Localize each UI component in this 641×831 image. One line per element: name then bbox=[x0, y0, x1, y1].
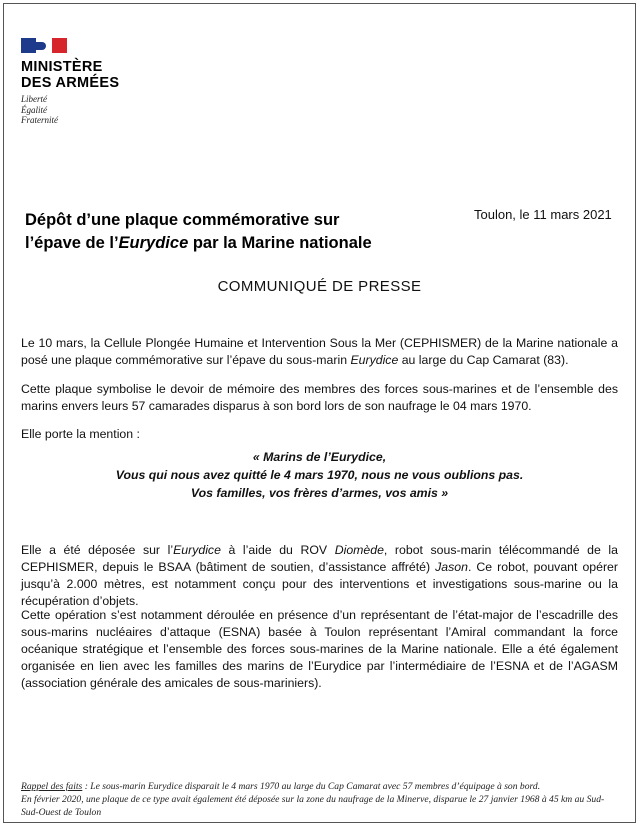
paragraph-4-c: , robot sous-marin télécommandé de la CEPHISMER, depuis le BSAA (bâtiment de soutien, d’assistance affrété) bbox=[21, 543, 618, 574]
paragraph-3-text: Elle porte la mention : bbox=[21, 427, 140, 441]
inscription-line-1: « Marins de l’Eurydice, bbox=[252, 450, 387, 464]
republic-motto bbox=[21, 94, 119, 126]
paragraph-4-a: Elle a été déposée sur l’ bbox=[21, 543, 174, 557]
french-flag-icon bbox=[21, 38, 67, 53]
paragraph-4-vessel: Jason bbox=[435, 560, 468, 574]
footnote-line-2: En février 2020, une plaque de ce type avait également été déposée sur la zone du naufrage de la Minerve, disparue le 27 janvier 1968 à 45 km au Sud-Sud-Ouest de Toulon bbox=[21, 794, 605, 818]
paragraph-5 bbox=[21, 607, 618, 692]
communique-heading: COMMUNIQUÉ DE PRESSE bbox=[217, 278, 422, 295]
title-line-2-prefix: l’épave de l’ bbox=[25, 234, 119, 252]
paragraph-2 bbox=[21, 381, 618, 415]
title-ship-name: Eurydice bbox=[118, 234, 189, 252]
paragraph-4 bbox=[21, 542, 618, 610]
inscription-line-2: Vous qui nous avez quitté le 4 mars 1970, nous ne vous oublions pas. bbox=[115, 468, 524, 482]
paragraph-2-text: Cette plaque symbolise le devoir de mémoire des membres des forces sous-marines et de l’ensemble des marins envers leurs 57 camarades disparus à son bord lors de son naufrage le 04 mars 1970. bbox=[21, 382, 618, 413]
motto-egalite: Égalité bbox=[21, 104, 47, 115]
title-line-2 bbox=[25, 232, 425, 255]
paragraph-3 bbox=[21, 426, 618, 443]
paragraph-4-rov: Diomède bbox=[334, 543, 384, 557]
page-title bbox=[25, 209, 425, 255]
motto-liberte: Liberté bbox=[21, 94, 47, 104]
ministry-line-2: DES ARMÉES bbox=[21, 75, 120, 91]
inscription-line-3: Vos familles, vos frères d’armes, vos amis » bbox=[190, 486, 449, 500]
motto-fraternite: Fraternité bbox=[21, 115, 58, 125]
plaque-inscription bbox=[4, 448, 635, 502]
title-line-1: Dépôt d’une plaque commémorative sur bbox=[25, 211, 340, 229]
paragraph-5-text: Cette opération s’est notamment déroulée en présence d’un représentant de l’état-major de l’escadrille des sous-marins nucléaires d’attaque (ESNA) basée à Toulon représentant l’Amiral commandant la force océanique stratégique et l’ensemble des forces sous-marines de la Marine nationale. Elle a été également organisée en lien avec les familles des marins de l’Eurydice par l’intermédiaire de l’ESNA et de l’AGASM (association générale des amicales de sous-mariniers). bbox=[21, 608, 618, 690]
paragraph-4-ship: Eurydice bbox=[173, 543, 221, 557]
footnote-line-1 bbox=[21, 780, 621, 793]
ministry-logo bbox=[21, 38, 119, 126]
title-line-2-suffix: par la Marine nationale bbox=[188, 234, 372, 252]
paragraph-1-a: Le 10 mars, la Cellule Plongée Humaine et Intervention Sous la Mer (CEPHISMER) de la Marine nationale a posé une plaque commémorative sur l’épave du sous-marin bbox=[21, 336, 618, 367]
paragraph-1 bbox=[21, 335, 618, 369]
paragraph-4-b: à l’aide du ROV bbox=[220, 543, 335, 557]
ministry-line-1: MINISTÈRE bbox=[21, 59, 103, 75]
paragraph-4-d: . Ce robot, pouvant opérer jusqu’à 2.000 mètres, est notamment conçu pour des interventions et investigations sous-marine ou la récupération d’objets. bbox=[21, 560, 618, 608]
press-release-page bbox=[3, 3, 636, 823]
footnote-text-1: : Le sous-marin Eurydice disparait le 4 mars 1970 au large du Cap Camarat avec 57 membres d’équipage à son bord. bbox=[82, 781, 541, 792]
paragraph-1-b: au large du Cap Camarat (83). bbox=[398, 353, 569, 367]
release-date: Toulon, le 11 mars 2021 bbox=[474, 207, 612, 222]
footnote-label: Rappel des faits bbox=[21, 781, 83, 792]
ministry-name bbox=[21, 59, 119, 91]
paragraph-1-ship: Eurydice bbox=[350, 353, 399, 367]
footnote bbox=[21, 780, 621, 819]
